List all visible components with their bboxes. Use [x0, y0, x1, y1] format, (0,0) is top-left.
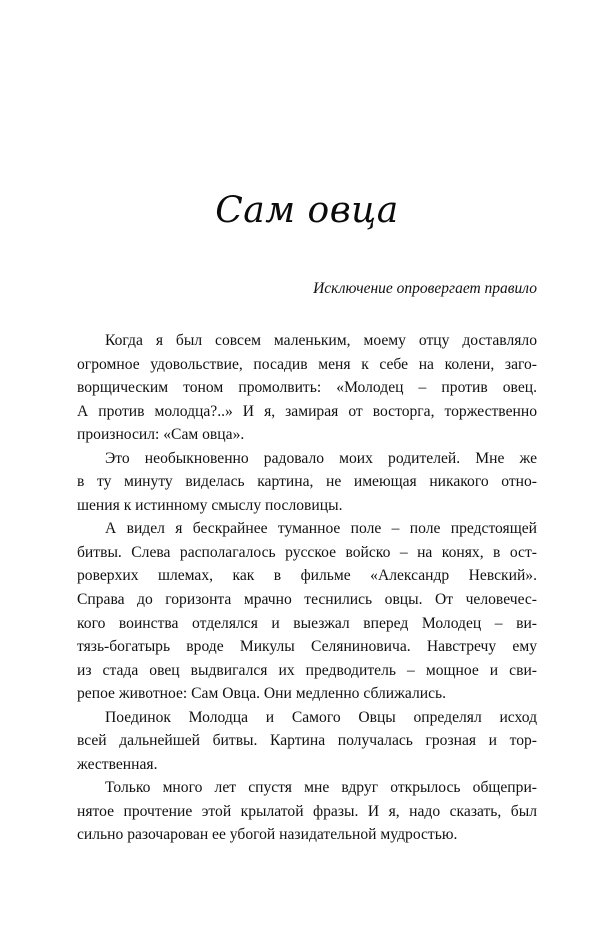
- text-line: роверхих шлемах, как в фильме «Александр Невский».: [77, 567, 537, 585]
- paragraph: [77, 329, 537, 447]
- text-line: в ту минуту виделась картина, не имеющая никакого отно-: [77, 473, 537, 491]
- paragraph: [77, 706, 537, 777]
- text-line: всей дальнейшей битвы. Картина получалась грозная и тор-: [77, 732, 537, 750]
- text-line: сильно разочарован ее убогой назидательной мудростью.: [77, 826, 458, 844]
- text-line: произносил: «Сам овца».: [77, 426, 245, 444]
- text-line: жественная.: [77, 755, 158, 773]
- text-line: Поединок Молодца и Самого Овцы определял исход: [105, 708, 537, 726]
- text-line: ворщическим тоном промолвить: «Молодец – против овец.: [77, 379, 537, 397]
- text-line: А против молодца?..» И я, замирая от восторга, торжественно: [77, 402, 537, 420]
- text-line: А видел я бескрайнее туманное поле – поле предстоящей: [105, 520, 537, 538]
- text-line: битвы. Слева располагалось русское войско – на конях, в ост-: [77, 543, 537, 561]
- text-line: из стада овец выдвигался их предводитель – мощное и сви-: [77, 661, 537, 679]
- epigraph: Исключение опровергает правило: [313, 280, 537, 297]
- chapter-title: Сам овца: [215, 190, 399, 231]
- body-text: [77, 329, 537, 847]
- text-line: кого воинства отделялся и выезжал вперед Молодец – ви-: [77, 614, 537, 632]
- text-line: Справа до горизонта мрачно теснились овцы. От человечес-: [77, 591, 537, 609]
- text-line: огромное удовольствие, посадив меня к себе на колени, заго-: [77, 355, 537, 373]
- text-line: шения к истинному смыслу пословицы.: [77, 496, 343, 514]
- text-line: Только много лет спустя мне вдруг открылось общепри-: [105, 779, 537, 797]
- paragraph: [77, 517, 537, 705]
- text-line: репое животное: Сам Овца. Они медленно сближались.: [77, 685, 447, 703]
- text-line: Это необыкновенно радовало моих родителей. Мне же: [105, 449, 537, 467]
- text-line: нятое прочтение этой крылатой фразы. И я, надо сказать, был: [77, 802, 537, 820]
- paragraph: [77, 776, 537, 847]
- text-line: Когда я был совсем маленьким, моему отцу доставляло: [105, 332, 537, 349]
- text-line: тязь-богатырь вроде Микулы Селяниновича. Навстречу ему: [77, 638, 537, 656]
- paragraph: [77, 447, 537, 518]
